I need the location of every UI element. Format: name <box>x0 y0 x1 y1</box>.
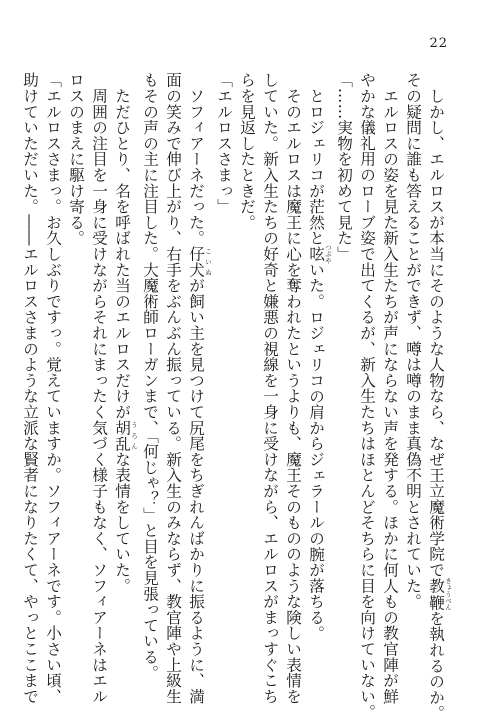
page-number: 22 <box>429 36 448 51</box>
text-line: やかな儀礼用のローブ姿で出てくるが、新入生たちはほとんどそちらに目を向けていない。 <box>358 72 376 720</box>
text-line: していた。新入生たちの好奇と嫌悪の視線を一身に受けながら、エルロスがまっすぐこち <box>261 72 279 704</box>
text-line: もその声の主に注目した。大魔術師ローガンまで、「何じゃ？」と目を見張っている。 <box>141 72 159 681</box>
ruby-annotation: 呟 つぶや <box>307 243 332 264</box>
text-line: その疑問に誰も答えることができず、噂は噂のまま真偽不明とされていた。 <box>404 72 422 610</box>
text-line: 助けていただいた。――エルロスさまのような立派な賢者になりたくて、やっとここまで <box>21 72 39 704</box>
text-line: 周囲の注目を一身に受けながらそれにまったく気づく様子もなく、ソフィアーネはエル <box>90 72 108 704</box>
ruby-annotation: 仔犬 こいぬ <box>187 245 212 278</box>
ruby-annotation: 教鞭 きょうべん <box>427 577 452 611</box>
text-line: ただひとり、名を呼ばれた当のエルロスだけが胡乱 うろんな表情をしていた。 <box>113 72 138 594</box>
text-line: ソフィアーネだった。仔犬 こいぬが飼い主を見つけて尻尾をちぎれんばかりに振るように、満 <box>187 72 212 705</box>
text-line: らを見返したときだ。 <box>238 72 256 230</box>
text-line: 面の笑みで伸び上がり、右手をぶんぶん振っている。新入生のみならず、教官陣や上級生 <box>164 72 182 704</box>
text-line: ロスのまえに駆け寄る。 <box>67 72 85 246</box>
text-line: 「……実物を初めて見た」 <box>335 72 353 262</box>
text-line: しかし、エルロスが本当にそのような人物なら、なぜ王立魔術学院で教鞭 きょうべんを執れるのか。 <box>427 72 452 721</box>
text-line: 「エルロスさまっ」 <box>215 72 233 215</box>
text-line: そのエルロスは魔王に心を奪われたというよりも、魔王そのもののような険しい表情を <box>284 72 302 704</box>
text-line: 「エルロスさまっ。お久しぶりですっ。覚えていますか。ソフィアーネです。小さい頃、 <box>44 72 62 704</box>
text-line: とロジェリコが茫然と呟 つぶやいた。ロジェリコの肩からジェラールの腕が落ちる。 <box>307 72 332 641</box>
text-line: エルロスの姿を見た新入生たちが声にならない声を発する。ほかに何人もの教官陣が鮮 <box>381 72 399 704</box>
vertical-text-body <box>18 72 452 721</box>
ruby-annotation: 胡乱 うろん <box>113 419 138 452</box>
